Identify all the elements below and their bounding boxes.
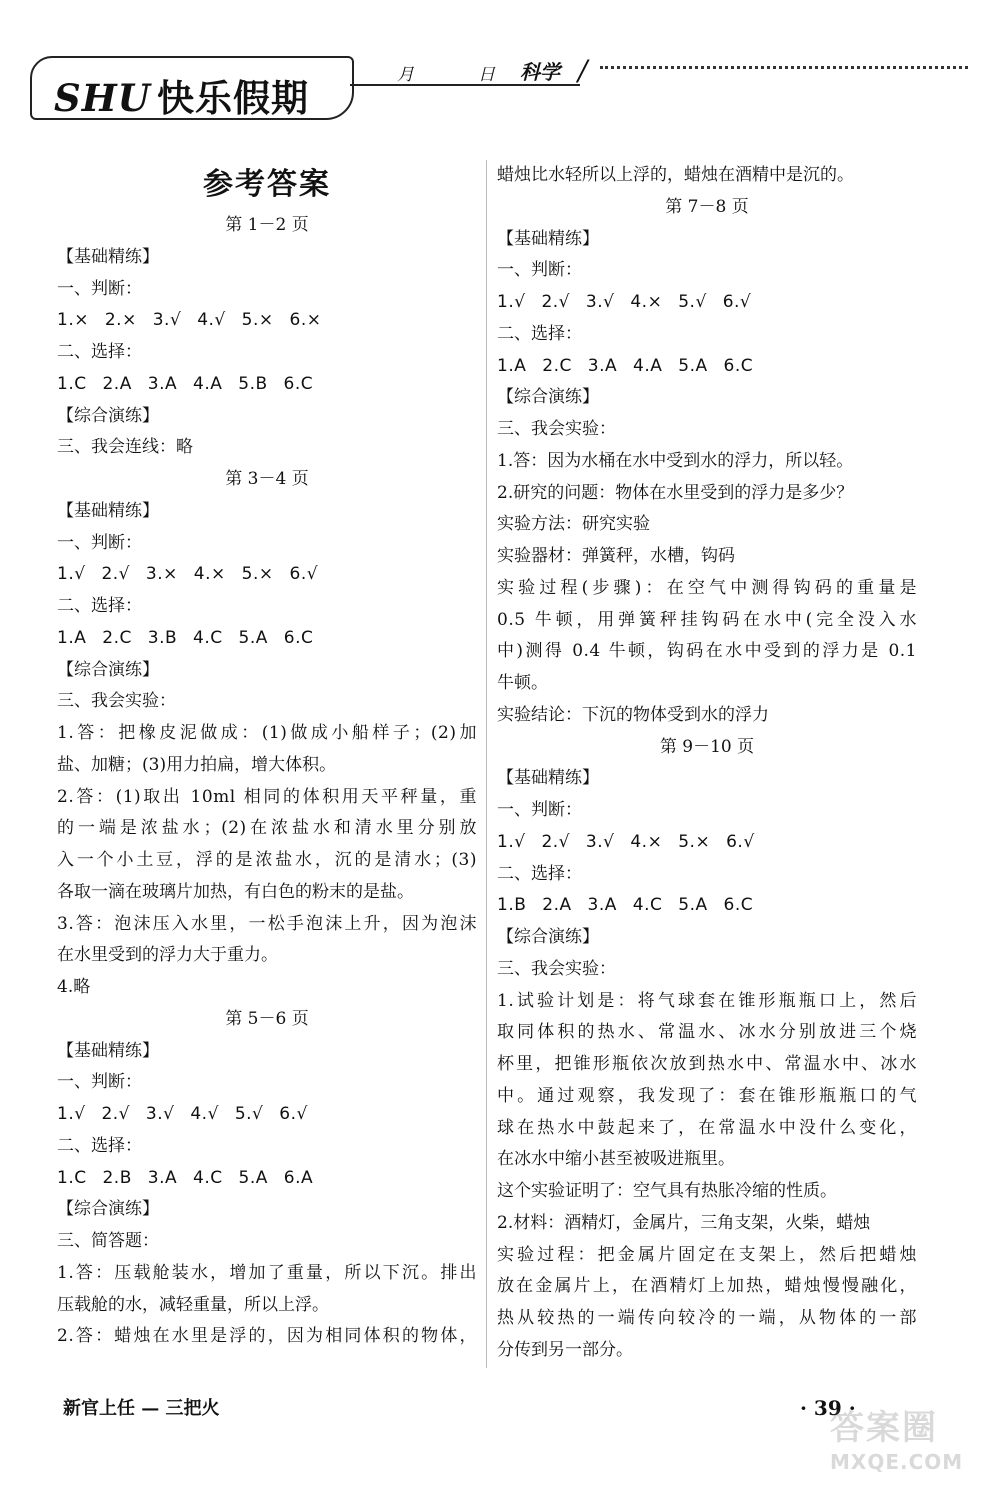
question-type: 一、判断： xyxy=(57,278,142,299)
answer-row: 1.C 2.B 3.A 4.C 5.A 6.A xyxy=(57,1167,314,1188)
answer-text: 2.答：蜡烛在水里是浮的，因为相同体积的物体， xyxy=(57,1326,477,1347)
question-type: 三、我会实验： xyxy=(57,691,176,712)
page-number: · 39 · xyxy=(800,1396,856,1420)
answer-text: 1.试验计划是：将气球套在锥形瓶瓶口上，然后 xyxy=(497,990,917,1011)
question-type: 二、选择： xyxy=(497,863,582,884)
logo-title: 快乐假期 xyxy=(156,77,309,120)
answer-text: 压载舱的水，减轻重量，所以上浮。 xyxy=(57,1294,329,1315)
answer-text: 放在金属片上，在酒精灯上加热，蜡烛慢慢融化， xyxy=(497,1276,917,1297)
answer-text: 1.答：压载舱装水，增加了重量，所以下沉。排出 xyxy=(57,1262,477,1283)
answer-row: 1.A 2.C 3.A 4.A 5.A 6.C xyxy=(497,355,754,376)
answer-text: 热从较热的一端传向较冷的一端，从物体的一部 xyxy=(497,1308,917,1328)
left-column xyxy=(57,160,477,1353)
answer-row: 1.× 2.× 3.√ 4.√ 5.× 6.× xyxy=(57,310,322,331)
answer-text: 实验器材：弹簧秤，水槽，钩码 xyxy=(497,546,735,566)
answer-text: 4.略 xyxy=(57,977,91,997)
subsection-heading: 【综合演练】 xyxy=(497,927,599,947)
answer-text: 0.5 牛顿，用弹簧秤挂钩码在水中(完全没入水 xyxy=(497,609,917,630)
question-type: 二、选择： xyxy=(57,596,142,616)
answer-text: 中。通过观察，我发现了：套在锥形瓶瓶口的气 xyxy=(497,1085,917,1106)
subsection-heading: 【综合演练】 xyxy=(497,387,599,408)
answer-text: 杯里，把锥形瓶依次放到热水中、常温水中、冰水 xyxy=(497,1054,917,1074)
page-header xyxy=(30,52,970,124)
answer-row: 1.√ 2.√ 3.√ 4.× 5.× 6.√ xyxy=(497,831,755,852)
answer-text: 蜡烛比水轻所以上浮的，蜡烛在酒精中是沉的。 xyxy=(497,165,854,185)
page-title: 参考答案 xyxy=(203,167,331,202)
answer-text: 2.材料：酒精灯，金属片，三角支架，火柴，蜡烛 xyxy=(497,1212,871,1233)
logo-latin: SHU xyxy=(54,76,151,120)
answer-text: 入一个小土豆，浮的是浓盐水，沉的是清水；(3) xyxy=(57,850,477,870)
answer-text: 在水里受到的浮力大于重力。 xyxy=(57,945,278,966)
answer-text: 实验过程：把金属片固定在支架上，然后把蜡烛 xyxy=(497,1244,917,1265)
subsection-heading: 【综合演练】 xyxy=(57,1199,159,1220)
question-type: 一、判断： xyxy=(57,1072,142,1093)
answer-text: 在冰水中缩小甚至被吸进瓶里。 xyxy=(497,1149,735,1170)
answer-text: 的一端是浓盐水；(2)在浓盐水和清水里分别放 xyxy=(57,818,477,839)
subsection-heading: 【基础精练】 xyxy=(57,1040,159,1061)
section-heading: 第 9－10 页 xyxy=(659,736,755,757)
answer-row: 1.C 2.A 3.A 4.A 5.B 6.C xyxy=(57,373,314,394)
subsection-heading: 【综合演练】 xyxy=(57,405,159,426)
column-divider xyxy=(486,160,487,1368)
subsection-heading: 【基础精练】 xyxy=(497,768,599,789)
site-watermark xyxy=(830,1400,980,1480)
book-logo xyxy=(30,56,354,120)
answer-row: 1.B 2.A 3.A 4.C 5.A 6.C xyxy=(497,895,754,916)
month-label: 月 xyxy=(397,65,414,85)
answer-text: 牛顿。 xyxy=(497,673,548,693)
question-type: 二、选择： xyxy=(497,323,582,344)
subsection-heading: 【基础精练】 xyxy=(497,228,599,249)
header-slash-decoration: / xyxy=(578,54,588,87)
answer-text: 各取一滴在玻璃片加热，有白色的粉末的是盐。 xyxy=(57,881,414,902)
answer-text: 实验过程(步骤)：在空气中测得钩码的重量是 xyxy=(497,577,917,598)
section-heading: 第 1－2 页 xyxy=(225,215,309,235)
subsection-heading: 【综合演练】 xyxy=(57,659,159,680)
answer-text: 实验方法：研究实验 xyxy=(497,514,650,535)
question-type: 三、我会实验： xyxy=(497,958,616,979)
day-label: 日 xyxy=(478,65,495,85)
answer-row: 1.A 2.C 3.B 4.C 5.A 6.C xyxy=(57,627,314,648)
section-heading: 第 3－4 页 xyxy=(225,469,309,489)
answer-row: 1.√ 2.√ 3.√ 4.√ 5.√ 6.√ xyxy=(57,1104,308,1124)
answer-text: 2.答：(1)取出 10ml 相同的体积用天平秤量，重 xyxy=(57,786,477,807)
question-type: 一、判断： xyxy=(497,260,582,281)
subject-label: 科学 xyxy=(520,60,560,84)
answer-text: 1.答：把橡皮泥做成：(1)做成小船样子；(2)加 xyxy=(57,723,477,743)
section-heading: 第 7－8 页 xyxy=(665,196,749,217)
answer-text: 盐、加糖；(3)用力拍扁，增大体积。 xyxy=(57,754,337,775)
answer-text: 取同体积的热水、常温水、冰水分别放进三个烧 xyxy=(497,1022,917,1043)
answer-text: 2.研究的问题：物体在水里受到的浮力是多少？ xyxy=(497,482,854,503)
question-type: 一、判断： xyxy=(497,800,582,820)
right-column xyxy=(497,160,917,1367)
watermark-url: MXQE.COM xyxy=(830,1450,964,1474)
header-dotted-rule xyxy=(600,66,968,69)
answer-row: 1.√ 2.√ 3.√ 4.× 5.√ 6.√ xyxy=(497,292,752,312)
answer-text: 三、我会连线：略 xyxy=(57,437,193,458)
right-answer-lines xyxy=(497,160,917,1367)
answer-text: 这个实验证明了：空气具有热胀冷缩的性质。 xyxy=(497,1181,837,1201)
answer-text: 分传到另一部分。 xyxy=(497,1339,633,1360)
question-type: 二、选择： xyxy=(57,342,142,362)
answer-text: 3.答：泡沫压入水里，一松手泡沫上升，因为泡沫 xyxy=(57,913,477,934)
answer-text: 中)测得 0.4 牛顿，钩码在水中受到的浮力是 0.1 xyxy=(497,641,917,662)
question-type: 一、判断： xyxy=(57,532,142,553)
answer-text: 球在热水中鼓起来了，在常温水中没什么变化， xyxy=(497,1117,917,1138)
subsection-heading: 【基础精练】 xyxy=(57,500,159,521)
answer-text: 1.答：因为水桶在水中受到水的浮力，所以轻。 xyxy=(497,450,854,471)
watermark-text: 答案圈 xyxy=(830,1408,938,1448)
answer-row: 1.√ 2.√ 3.× 4.× 5.× 6.√ xyxy=(57,564,319,585)
footer-idiom: 新官上任 — 三把火 xyxy=(63,1398,220,1419)
answer-text: 实验结论：下沉的物体受到水的浮力 xyxy=(497,704,769,725)
question-type: 三、我会实验： xyxy=(497,419,616,439)
left-answer-lines xyxy=(57,210,477,1353)
section-heading: 第 5－6 页 xyxy=(225,1008,309,1029)
question-type: 二、选择： xyxy=(57,1135,142,1156)
question-type: 三、简答题： xyxy=(57,1231,159,1251)
subsection-heading: 【基础精练】 xyxy=(57,246,159,267)
